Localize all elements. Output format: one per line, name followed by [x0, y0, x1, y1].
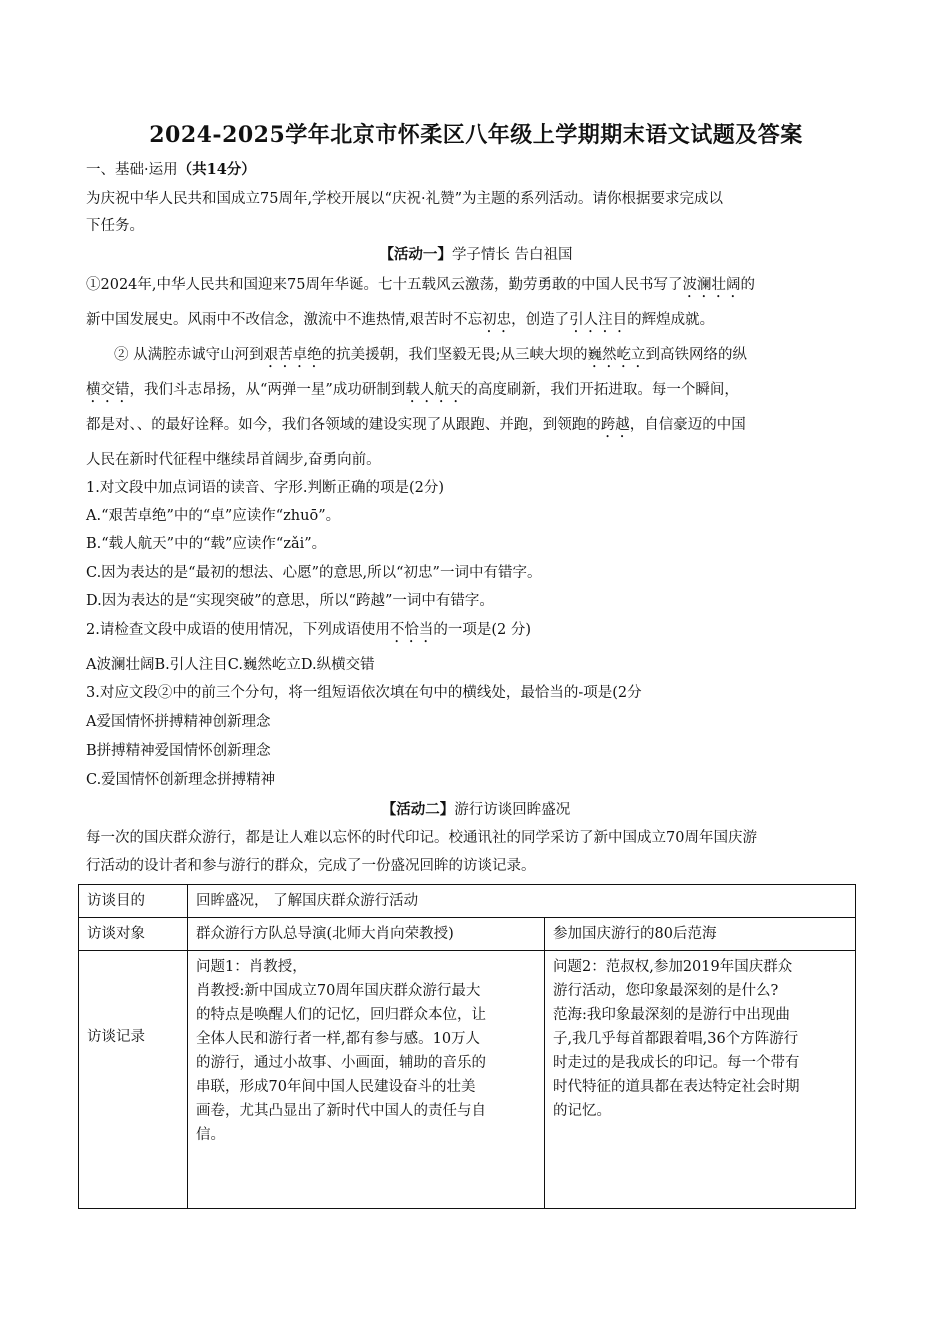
q3-option-c: C.爱国情怀创新理念拼搏精神 [86, 772, 276, 788]
table-row [79, 885, 856, 918]
text: 的辉煌成就。 [627, 312, 715, 328]
q1-option-c: C.因为表达的是“最初的想法、心愿”的意思,所以“初忠”一词中有错字。 [86, 565, 542, 581]
text: ② 从满腔赤诚守山河到 [114, 347, 264, 363]
dotted-word: 艰苦卓绝 [263, 347, 322, 363]
para2-line-2 [86, 380, 866, 406]
intro-line-1: 为庆祝中华人民共和国成立75周年,学校开展以“庆祝·礼赞”为主题的系列活动。请你根据要求完成以 [86, 191, 723, 207]
record-line [196, 1003, 536, 1027]
record-line: 的记忆。 [553, 1103, 611, 1119]
table-cell-label: 访谈目的 [79, 885, 188, 918]
dotted-word: 巍然屹立 [587, 347, 646, 363]
text: 的特点是唤醒人们的记忆，回归群众本位，让 [196, 1007, 486, 1023]
text: 的抗美援朝，我们坚毅无畏;从三峡大坝的 [321, 347, 588, 363]
text: ，我们斗志昂扬，从“两弹一星”成功研制到 [129, 382, 406, 398]
q1-stem: 1.对文段中加点词语的读音、字形.判断正确的项是(2分) [86, 480, 444, 496]
text: 新中国发展史。风雨中不改信念，激流中不進热情,艰苦时不忘 [86, 312, 483, 328]
text: 的 [740, 277, 755, 293]
record-line: 问题2：范叔权,参加2019年国庆群众 [553, 959, 793, 975]
table-row [79, 951, 856, 1209]
table-cell-record-1 [188, 951, 545, 1209]
para1-line-1 [86, 275, 866, 301]
record-line: 肖教授:新中国成立70周年国庆群众游行最大 [196, 983, 481, 999]
section-heading [86, 160, 866, 180]
q1-option-a: A.“艰苦卓绝”中的“卓”应读作“zhuō”。 [86, 508, 341, 524]
record-line: 子,我几乎每首都跟着唱,36个方阵游行 [553, 1031, 799, 1047]
text: 到高铁网络的纵 [645, 347, 747, 363]
dotted-word: 载人航天 [405, 382, 464, 398]
activity1-tag: 【活动一】 [379, 246, 452, 263]
dotted-word: 不恰当 [389, 622, 434, 638]
table-row [79, 918, 856, 951]
table-cell-label: 访谈记录 [79, 951, 188, 1209]
table-cell-record-2 [545, 951, 856, 1209]
q3-option-b: B拼搏精神爱国情怀创新理念 [86, 743, 271, 759]
activity2-tag: 【活动二】 [381, 801, 455, 818]
record-line: 信。 [196, 1127, 225, 1143]
page-title: 2024-2025学年北京市怀柔区八年级上学期期末语文试题及答案 [149, 122, 803, 148]
record-line: 问题1：肖教授， [196, 959, 307, 975]
record-line: 画卷，尤其凸显出了新时代中国人的责任与自 [196, 1103, 486, 1119]
section-heading-label: 一、基础·运用 [86, 162, 178, 178]
text: ，创造了 [511, 312, 570, 328]
para2-line-1 [86, 345, 866, 371]
table-cell-purpose: 回眸盛况， 了解国庆群众游行活动 [188, 885, 856, 918]
q2-options: A波澜壮阔B.引人注目C.巍然屹立D.纵横交错 [86, 657, 375, 673]
activity1-heading [86, 245, 866, 265]
text: 的高度刷新，我们开拓进取。每一个瞬间， [463, 382, 739, 398]
interview-table [78, 884, 856, 1209]
activity2-title: 游行访谈回眸盛况 [454, 802, 571, 818]
text: ①2024年,中华人民共和国迎来75周年华诞。七十五载风云激荡，勤劳勇敢的中国人民书写了 [86, 277, 683, 293]
para2-line-4: 人民在新时代征程中继续昂首阔步,奋勇向前。 [86, 452, 381, 468]
text: ，自信豪迈的中国 [629, 417, 746, 433]
intro-line-2: 下任务。 [86, 218, 144, 234]
text: 的一项是(2 分) [433, 622, 531, 638]
dotted-word: 横交错 [86, 382, 130, 398]
q3-option-a: A爱国情怀拼搏精神创新理念 [86, 714, 271, 730]
activity2-heading [86, 800, 866, 820]
record-line: 游行活动，您印象最深刻的是什么? [553, 983, 779, 999]
table-cell-interviewee-1: 群众游行方队总导演(北师大肖向荣教授) [188, 918, 545, 951]
q3-stem: 3.对应文段②中的前三个分句，将一组短语依次填在句中的横线处，最恰当的-项是(2分 [86, 685, 642, 701]
table-cell-interviewee-2: 参加国庆游行的80后范海 [545, 918, 856, 951]
table-cell-label: 访谈对象 [79, 918, 188, 951]
para2-line-3 [86, 415, 866, 441]
dotted-word: 引人注目 [569, 312, 628, 328]
text: 都是对、、的最好诠释。如今，我们各领域的建设实现了从跟跑、并跑，到领跑的 [86, 417, 601, 433]
q1-option-d: D.因为表达的是“实现突破”的意思，所以“跨越”一词中有错字。 [86, 593, 494, 609]
record-line: 串联，形成70年间中国人民建设奋斗的壮美 [196, 1079, 476, 1095]
section-heading-score: （共14分） [177, 161, 256, 178]
record-line: 时走过的是我成长的印记。每一个带有 [553, 1055, 800, 1071]
q1-option-b: B.“载人航天”中的“载”应读作“zǎi”。 [86, 536, 327, 552]
intro2-line-1: 每一次的国庆群众游行，都是让人难以忘怀的时代印记。校通讯社的同学采访了新中国成立70周年国庆游 [86, 830, 757, 846]
record-line: 范海:我印象最深刻的是游行中出现曲 [553, 1007, 790, 1023]
para1-line-2 [86, 310, 866, 336]
record-line: 时代特征的道具都在表达特定社会时期 [553, 1079, 800, 1095]
dotted-word: 跨越 [600, 417, 630, 433]
dotted-word: 初忠 [482, 312, 512, 328]
record-line: 的游行，通过小故事、小画面，辅助的音乐的 [196, 1055, 486, 1071]
activity1-title: 学子情长 告白祖国 [451, 247, 573, 263]
intro2-line-2: 行活动的设计者和参与游行的群众，完成了一份盛况回眸的访谈记录。 [86, 858, 536, 874]
dotted-word: 波澜壮阔 [682, 277, 741, 293]
text: 2.请检查文段中成语的使用情况，下列成语使用 [86, 622, 390, 638]
q2-stem [86, 620, 866, 646]
record-line: 全体人民和游行者一样,都有参与感。10万人 [196, 1031, 481, 1047]
